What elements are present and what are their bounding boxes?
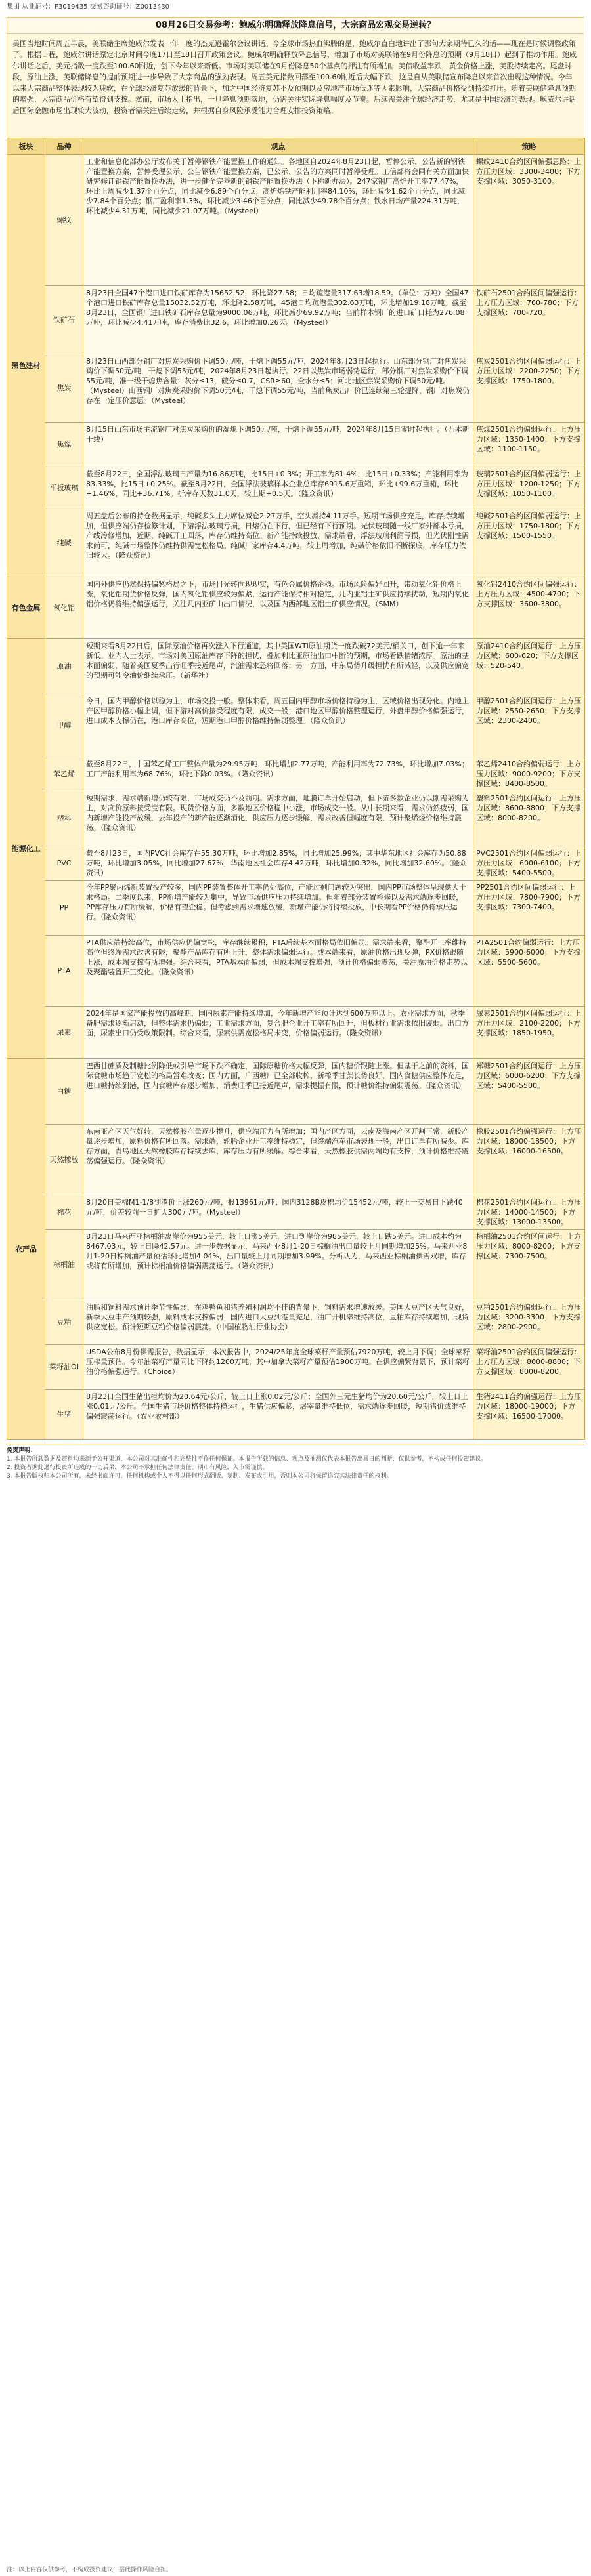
strategy-cell: 玻璃2501合约区间偏弱运行：上方压力区域：1200-1250；下方支撑区域：1050-1100。 bbox=[473, 467, 585, 509]
variety-cell: 螺纹 bbox=[45, 155, 83, 286]
table-row bbox=[7, 881, 585, 936]
table-row bbox=[7, 1195, 585, 1230]
variety-cell: 铁矿石 bbox=[45, 286, 83, 354]
table-body bbox=[7, 155, 585, 1440]
view-cell: 截至8月22日，中国苯乙烯工厂整体产量为29.95万吨，环比增加2.77万吨，产能利用率为72.73%，环比增加7.03%；工厂产能利用率为68.76%，环比下降0.03%。（隆众资讯） bbox=[83, 757, 473, 791]
disclaimer bbox=[7, 1444, 584, 1481]
board-cell: 能源化工 bbox=[7, 639, 45, 1059]
table-row bbox=[7, 577, 585, 639]
table-header-row bbox=[7, 138, 585, 155]
page-title: 08月26日交易参考：鲍威尔明确释放降息信号，大宗商品宏观交易逆转？ bbox=[7, 17, 584, 34]
strategy-cell: 棕榈油2501合约区间运行：上方压力区域：8000-8200；下方支撑区域：7300-7500。 bbox=[473, 1230, 585, 1300]
view-cell: USDA公布8月份供需报告，数据显示，本次报告中，2024/25年度全球菜籽产量预估7920万吨，较上月下调；全球菜籽压榨量预估。今年油菜籽产量同比下降约1200万吨，其中加拿大菜籽产量预估1900万吨。在供应偏紧背景下，预计菜籽油价格偏强运行。（Choice） bbox=[83, 1345, 473, 1390]
bottom-note: 注：以上内容仅供参考，不构成投资建议，据此操作风险自担。 bbox=[7, 2567, 173, 2573]
view-cell: 工业和信息化部办公厅发布关于暂停钢铁产能置换工作的通知。各地区自2024年8月23日起，暂停公示、公告新的钢铁产能置换方案，暂停受理公示、公告钢铁产能置换方案，已公示、公告的方案同时暂停受理。工信部将会同有关方面加快研究修订钢铁产能置换办法，进一步健全完善新的钢铁产能置换办法（下称新办法）。247家钢厂高炉开工率77.47%，环比上周减少1.37个百分点，同比减少6.89个百分点；高炉炼铁产能利用率84.10%，环比减少1.62个百分点，同比减少7.84个百分点；钢厂盈利率1.3%，环比减少3.46个百分点，同比减少49.78个百分点；铁水日均产量224.31万吨，环比减少4.31万吨，同比减少21.07万吨。（Mysteel） bbox=[83, 155, 473, 286]
strategy-cell: 纯碱2501合约区间偏弱运行：上方压力区域：1750-1800；下方支撑区域：1500-1550。 bbox=[473, 509, 585, 577]
view-cell: 今日，国内甲醇价格以稳为主，市场交投一般。整体来看，周五国内甲醇市场价格持稳为主，区域价格出现分化。内地主产区甲醇价格小幅上调，但下游对高价接受程度有限，成交一般；港口地区甲醇价格整理运行，外盘甲醇价格偏强运行，进口成本支撑仍在，港口库存高位，短期港口甲醇价格维持偏弱整理。（隆众资讯） bbox=[83, 694, 473, 757]
table-row bbox=[7, 1125, 585, 1195]
variety-cell: 天然橡胶 bbox=[45, 1125, 83, 1195]
strategy-cell: 铁矿石2501合约区间偏强运行：上方压力区域：760-780；下方支撑区域：700-720。 bbox=[473, 286, 585, 354]
variety-cell: 原油 bbox=[45, 639, 83, 694]
variety-cell: 棉花 bbox=[45, 1195, 83, 1230]
variety-cell: 塑料 bbox=[45, 791, 83, 846]
strategy-cell: 塑料2501合约区间运行：上方压力区域：8600-8800；下方支撑区域：8000-8200。 bbox=[473, 791, 585, 846]
variety-cell: 纯碱 bbox=[45, 509, 83, 577]
strategy-cell: PTA2501合约偏弱运行：上方压力区域：5900-6000；下方支撑区域：5500-5600。 bbox=[473, 936, 585, 1007]
view-cell: 8月23日全国生猪出栏均价为20.64元/公斤，较上日上涨0.02元/公斤；全国外三元生猪均价为20.60元/公斤，较上日上涨0.01元/公斤。全国生猪市场价格整体持稳运行，生猪供应偏紧，屠宰量维持低位，需求端逐步回暖，短期猪价或维持偏强震荡运行。（农业农村部） bbox=[83, 1390, 473, 1440]
view-cell: 8月15日山东市场主流钢厂对焦炭采购价的湿熄下调50元/吨，干熄下调55元/吨，2024年8月15日零时起执行。（西本新干线） bbox=[83, 423, 473, 467]
strategy-cell: 甲醇2501合约区间运行：上方压力区域：2550-2650；下方支撑区域：2300-2400。 bbox=[473, 694, 585, 757]
view-cell: 短期来看8月22日后，国际原油价格再次涨入下行通道，其中美国WTI原油期货一度跌破72美元/桶关口，创下逾一年来新低。业内人士表示，市场对美国原油库存下降的担忧，叠加利比亚原油出口中断的预期，市场看跌情绪浓厚。原油的基本面偏弱，随着美国夏季出行旺季接近尾声，汽油需求恐将回落；另一方面，中东局势升级担忧有所减轻，以及供应偏宽的预期可能令油价继续承压。（新华社） bbox=[83, 639, 473, 694]
variety-cell: PP bbox=[45, 881, 83, 936]
table-row bbox=[7, 1300, 585, 1345]
variety-cell: 焦煤 bbox=[45, 423, 83, 467]
board-cell: 黑色建材 bbox=[7, 155, 45, 577]
table-row bbox=[7, 1230, 585, 1300]
view-cell: 巴西甘蔗质及制糖比例降低或引导市场下跌不确定，国际原糖价格大幅反弹，国内糖价跟随上涨。但基于之前的资料，国际食糖市场趋于宽松的格局暂难改变；国内方面，广西糖厂已全部收榨，新榨季甘蔗长势良好，国内食糖供应整体充足，进口糖持续到港，国内食糖库存逐步增加，消费旺季已接近尾声，需求提振有限，预计糖价维持偏弱震荡。（隆众资讯） bbox=[83, 1059, 473, 1125]
table-row bbox=[7, 155, 585, 286]
strategy-table bbox=[7, 138, 585, 1440]
variety-cell: 平板玻璃 bbox=[45, 467, 83, 509]
strategy-cell: 橡胶2501合约偏强运行：上方压力区域：18000-18500；下方支撑区域：16000-16500。 bbox=[473, 1125, 585, 1195]
view-cell: 截至8月23日，国内PVC社会库存在55.30万吨，环比增加2.85%，同比增加25.99%；其中华东地区社会库存为50.88万吨，环比增加3.05%，同比增加27.67%；华南地区社会库存4.42万吨，环比增加0.32%，同比增加32.60%。（隆众资讯） bbox=[83, 846, 473, 881]
table-row bbox=[7, 467, 585, 509]
view-cell: 8月20日美棉M1-1/8到港价上涨260元/吨，报13961元/吨；国内3128B皮棉均价15452元/吨，较上一交易日下跌40元/吨，价差较前一日扩大300元/吨。（Mysteel） bbox=[83, 1195, 473, 1230]
view-cell: 8月23日全国47个港口进口铁矿库存为15652.52，环比降27.58；日均疏港量317.63增18.59。（单位：万吨）全国47个港口进口铁矿库存总量15032.52万吨，环比降2.58万吨，45港日均疏港量302.63万吨，环比增加19.18万吨。截至8月23日，全国钢厂进口铁矿石库存总量为9000.06万吨，环比减少69.92万吨；当前样本钢厂的进口矿日耗为276.08万吨，环比减少4.41万吨，库存消费比32.6，环比增加0.26天。（Mysteel） bbox=[83, 286, 473, 354]
board-cell: 农产品 bbox=[7, 1059, 45, 1440]
table-row bbox=[7, 1390, 585, 1440]
disclaimer-title: 免责声明： bbox=[7, 1447, 37, 1454]
variety-cell: 尿素 bbox=[45, 1007, 83, 1059]
table-row bbox=[7, 1059, 585, 1125]
strategy-cell: 尿素2501合约区间偏弱运行：上方压力区域：2100-2200；下方支撑区域：1850-1950。 bbox=[473, 1007, 585, 1059]
view-cell: 2024年是国家产能投放的高峰期，国内尿素产能持续增加，今年新增产能预计达到600万吨以上。农业需求方面，秋季备肥需求逐渐启动，但整体需求仍偏弱；工业需求方面，复合肥企业开工率有所回升，但板材行业需求依旧疲弱。出口方面，尿素出口仍受政策限制。综合来看，尿素供需宽松格局未变，价格偏弱运行。（隆众资讯） bbox=[83, 1007, 473, 1059]
variety-cell: 苯乙烯 bbox=[45, 757, 83, 791]
table-row bbox=[7, 757, 585, 791]
strategy-cell: 苯乙烯2410合约偏弱运行：上方压力区域：9000-9200；下方支撑区域：8400-8500。 bbox=[473, 757, 585, 791]
strategy-cell: 棉花2501合约区间运行：上方压力区域：14000-14500；下方支撑区域：13000-13500。 bbox=[473, 1195, 585, 1230]
strategy-cell: 螺纹2410合约区间偏强思路：上方压力区域：3300-3400；下方支撑区域：3050-3100。 bbox=[473, 155, 585, 286]
table-row bbox=[7, 936, 585, 1007]
table-row bbox=[7, 791, 585, 846]
disclaimer-line: 2. 投资者据此进行投资所造成的一切后果，本公司不承担任何法律责任。期市有风险，入市需谨慎。 bbox=[7, 1465, 269, 1471]
strategy-cell: 生猪2411合约偏强运行：上方压力区域：18000-19000；下方支撑区域：16500-17000。 bbox=[473, 1390, 585, 1440]
disclaimer-line: 1. 本报告所载数据及资料均来源于公开渠道，本公司对其准确性和完整性不作任何保证。本报告所载的信息、观点及推测仅代表本报告出具日的判断，仅供参考，不构成任何投资建议。 bbox=[7, 1456, 487, 1463]
table-row bbox=[7, 1345, 585, 1390]
view-cell: 8月23日马来西亚棕榈油离岸价为955美元，较上日涨5美元，进口到岸价为985美元，较上日跌5美元。进口成本约为8467.03元，较上日降42.57元。进一步数据显示，马来西亚8月1-20日棕榈油出口量较上月同期增加25%。马来西亚8月1-20日棕榈油产量预估环比增加4.04%，出口量较上月同期增加3.99%。分析认为，马来西亚棕榈油供需双增，库存或将有所增加，预计棕榈油价格偏弱震荡运行。（隆众资讯） bbox=[83, 1230, 473, 1300]
view-cell: PTA供应端持续高位，市场供应仍偏宽松，库存继续累积，PTA后续基本面格局依旧偏弱。需求端来看，聚酯开工率维持高位但终端需求改善有限，聚酯产品库存有所上升，整体需求偏弱运行。成本端来看，原油价格出现反弹，PX价格跟随上涨，成本端支撑有所增强。综合来看，PTA基本面偏弱，但成本端支撑增强，预计价格偏弱震荡，关注原油价格走势以及聚酯装置开工变化。（隆众资讯） bbox=[83, 936, 473, 1007]
table-row bbox=[7, 423, 585, 467]
header-topline: 集团 从业证号：F3019435 交易咨询证号：Z0013430 bbox=[7, 3, 170, 10]
view-cell: 东南亚产区天气好转，天然橡胶产量逐步提升，供应端压力有所增加；国内产区方面，云南及海南产区开割正常，新胶产量逐步增加，原料价格有所回落。需求端，轮胎企业开工率维持稳定，但终端汽车市场表现一般，出口订单有所减少。库存方面，青岛地区天然橡胶库存持续去库，库存压力有所缓解。综合来看，天然橡胶供需两端均有支撑，预计价格维持震荡偏强运行。（隆众资讯） bbox=[83, 1125, 473, 1195]
variety-cell: 菜籽油OI bbox=[45, 1345, 83, 1390]
strategy-cell: 豆粕2501合约偏弱运行：上方压力区域：3200-3300；下方支撑区域：2800-2900。 bbox=[473, 1300, 585, 1345]
header-board: 板块 bbox=[7, 138, 45, 155]
variety-cell: 甲醇 bbox=[45, 694, 83, 757]
table-row bbox=[7, 694, 585, 757]
disclaimer-line: 3. 本报告版权归本公司所有，未经书面许可，任何机构或个人不得以任何形式翻版、复制、发布或引用，否则本公司将保留追究其法律责任的权利。 bbox=[7, 1473, 393, 1480]
header-view: 观点 bbox=[83, 138, 473, 155]
table-row bbox=[7, 286, 585, 354]
strategy-cell: 原油2410合约区间运行：上方压力区域：600-620；下方支撑区域：520-540。 bbox=[473, 639, 585, 694]
table-row bbox=[7, 846, 585, 881]
view-cell: 短期需求，需求端新增仍较有限，市场成交仍不及前期。需求方面，地膜订单开始启动，但下游多数企业仍以刚需采购为主，对高价原料接受度有限。现货价格方面，多数地区价格稳中小涨，市场成交一般。从中长期来看，需求仍然疲弱，国内新增产能投产放缓，去年投产的新产能逐渐消化，供应压力逐步缓解，需求改善但幅度有限，预计聚烯烃价格维持震荡。（隆众资讯） bbox=[83, 791, 473, 846]
view-cell: 周五盘后公布的持仓数据显示，纯碱多头主力席位减仓2.27万手，空头减持4.11万手。短期市场供应充足，库存持续增加，但供应端仍存检修计划，下游浮法玻璃亏损，日熔仍在下行，但已经有下行预期。光伏玻璃随一线厂家外部本亏损，产线冷修增加，近期，纯碱开工回落，库存仍维持高位。新产能持续投放，需求端看，浮法玻璃利润亏损，但光伏刚性需求尚可，纯碱市场整体仍维持供需宽松格局。纯碱厂家库存4.4万吨，较上周增加，纯碱价格依旧不断探底，库存压力依旧较大。（隆众资讯） bbox=[83, 509, 473, 577]
variety-cell: 豆粕 bbox=[45, 1300, 83, 1345]
view-cell: 截至8月22日，全国浮法玻璃日产量为16.86万吨，比15日+0.3%；开工率为81.4%，比15日+0.33%；产能利用率为83.33%，比15日+0.25%。截至8月22日，全国浮法玻璃样本企业总库存6915.6万重箱，环比+99.6万重箱，环比+1.46%，同比+36.71%。折库存天数31.0天，较上期+0.5天。（隆众资讯） bbox=[83, 467, 473, 509]
board-cell: 有色金属 bbox=[7, 577, 45, 639]
table-row bbox=[7, 354, 585, 423]
strategy-cell: PVC2501合约区间偏弱运行：上方压力区域：6000-6100；下方支撑区域：5400-5500。 bbox=[473, 846, 585, 881]
view-cell: 国内外供应仍然保持偏紧格局之下，市场目光转向现现实，有色金属价格企稳。市场风险偏好回升，带动氧化铝价格上涨，氧化铝期货价格反弹，国内氧化铝供应较为偏紧，运行产能保持相对稳定，几内亚铝土矿供应持续扰动，短期内氧化铝价格仍将维持偏强运行，关注几内亚矿山出口情况，以及国内西部地区铝土矿供应情况。（SMM） bbox=[83, 577, 473, 639]
header-strategy: 策略 bbox=[473, 138, 585, 155]
variety-cell: 焦炭 bbox=[45, 354, 83, 423]
strategy-cell: 郑糖2501合约区间运行：上方压力区域：6000-6200；下方支撑区域：5400-5500。 bbox=[473, 1059, 585, 1125]
variety-cell: PVC bbox=[45, 846, 83, 881]
table-row bbox=[7, 1007, 585, 1059]
variety-cell: PTA bbox=[45, 936, 83, 1007]
strategy-cell: PP2501合约区间偏弱运行：上方压力区域：7800-7900；下方支撑区域：7300-7400。 bbox=[473, 881, 585, 936]
strategy-cell: 焦炭2501合约区间偏弱运行：上方压力区域：2200-2250；下方支撑区域：1750-1800。 bbox=[473, 354, 585, 423]
strategy-cell: 菜籽油2501合约区间偏强运行：上方压力区域：8600-8800；下方支撑区域：8000-8200。 bbox=[473, 1345, 585, 1390]
view-cell: 油脂和饲料需求预计季节性偏弱，在鸡鸭鱼和猪养殖利润均不佳的背景下，饲料需求增速放缓。美国大豆产区天气良好，新季大豆丰产预期较强，原料成本支撑偏弱；国内进口大豆到港量充足，油厂开机率维持高位，豆粕库存持续增加，现货供应宽松。预计短期豆粕价格偏弱震荡。（中国植物油行业协会） bbox=[83, 1300, 473, 1345]
table-row bbox=[7, 509, 585, 577]
variety-cell: 棕榈油 bbox=[45, 1230, 83, 1300]
view-cell: 8月23日山西部分钢厂对焦炭采购价下调50元/吨，干熄下调55元/吨，2024年8月23日起执行。山东部分钢厂对焦炭采购价下调50元/吨，干熄下调55元/吨，2024年8月23日起执行。22日以焦炭市场弱势运行，部分钢厂对焦炭采购价下调55元/吨，准一级干熄焦含量：灰分≤13，硫分≤0.7，CSR≥60，全水分≤5；河北地区焦炭采购价下调50元/吨。（Mysteel）山西钢厂对焦炭采购价下调50元/吨，干熄下调55元/吨，当前焦炭出厂价已连续第三轮提降，钢厂对焦炭仍存在一定压价意愿。（Mysteel） bbox=[83, 354, 473, 423]
strategy-cell: 氧化铝2410合约区间偏强运行：上方压力区域：4500-4700；下方支撑区域：3600-3800。 bbox=[473, 577, 585, 639]
table-row bbox=[7, 639, 585, 694]
variety-cell: 白糖 bbox=[45, 1059, 83, 1125]
view-cell: 今年PP聚丙烯新装置投产较多，国内PP装置整体开工率仍处高位，产能过剩问题较为突出，国内PP市场整体呈现供大于求格局。二季度以来，PP新增产能较为集中，导致市场供应压力持续增加。但随着部分装置检修以及需求端逐步回暖，PP库存压力有所缓解，价格有望企稳。但考虑到需求增速放缓，新增产能仍将持续投放，中长期看PP价格仍将承压运行。（隆众资讯） bbox=[83, 881, 473, 936]
strategy-cell: 焦煤2501合约偏弱运行：上方压力区域：1350-1400；下方支撑区域：1100-1150。 bbox=[473, 423, 585, 467]
variety-cell: 生猪 bbox=[45, 1390, 83, 1440]
variety-cell: 氧化铝 bbox=[45, 577, 83, 639]
intro-paragraph: 美国当地时间周五早晨，美联储主席鲍威尔发表一年一度的杰克逊霍尔会议讲话。今全球市场热血沸腾的是，鲍威尔直白地讲出了那句大家期待已久的话——现在是时候调整政策了。根据日程，鲍威尔讲话原定北京时间今晚17日至18日召开政策会议。鲍威尔明确释放降息信号，增加了市场对美联储在9月份降息的预期（9月18日）起到了推动作用。鲍威尔讲话之后，美元指数一度跌至100.60附近，创下今年以来新低。市场对美联储在9月份降息50个基点的押注有所增加。美债收益率跌，黄金价格上涨，美股持续走高。尾盘时段，原油上涨，美联储降息的提前预期进一步导致了大宗商品的强劲表现。周五美元指数回落至100.60附近后大幅下跌，这是自从美联储宣布降息以来首次出现这种情况。今年以来大宗商品整体表现较为疲软，在全球经济复苏放缓的背景下，加之中国经济复苏不及预期以及房地产市场低迷等因素影响，大宗商品价格受到持续打压。随着美联储降息预期的增强，大宗商品价格有望得到支撑。然而，市场人士指出，一旦降息预期落地，仍需关注实际降息幅度及节奏。后续需关注全球经济走势，尤其是中国经济的表现。鲍威尔讲话后国际金融市场出现较大波动，投资者需关注后续走势，并根据自身风险承受能力合理安排投资策略。 bbox=[7, 34, 584, 138]
header-variety: 品种 bbox=[45, 138, 83, 155]
